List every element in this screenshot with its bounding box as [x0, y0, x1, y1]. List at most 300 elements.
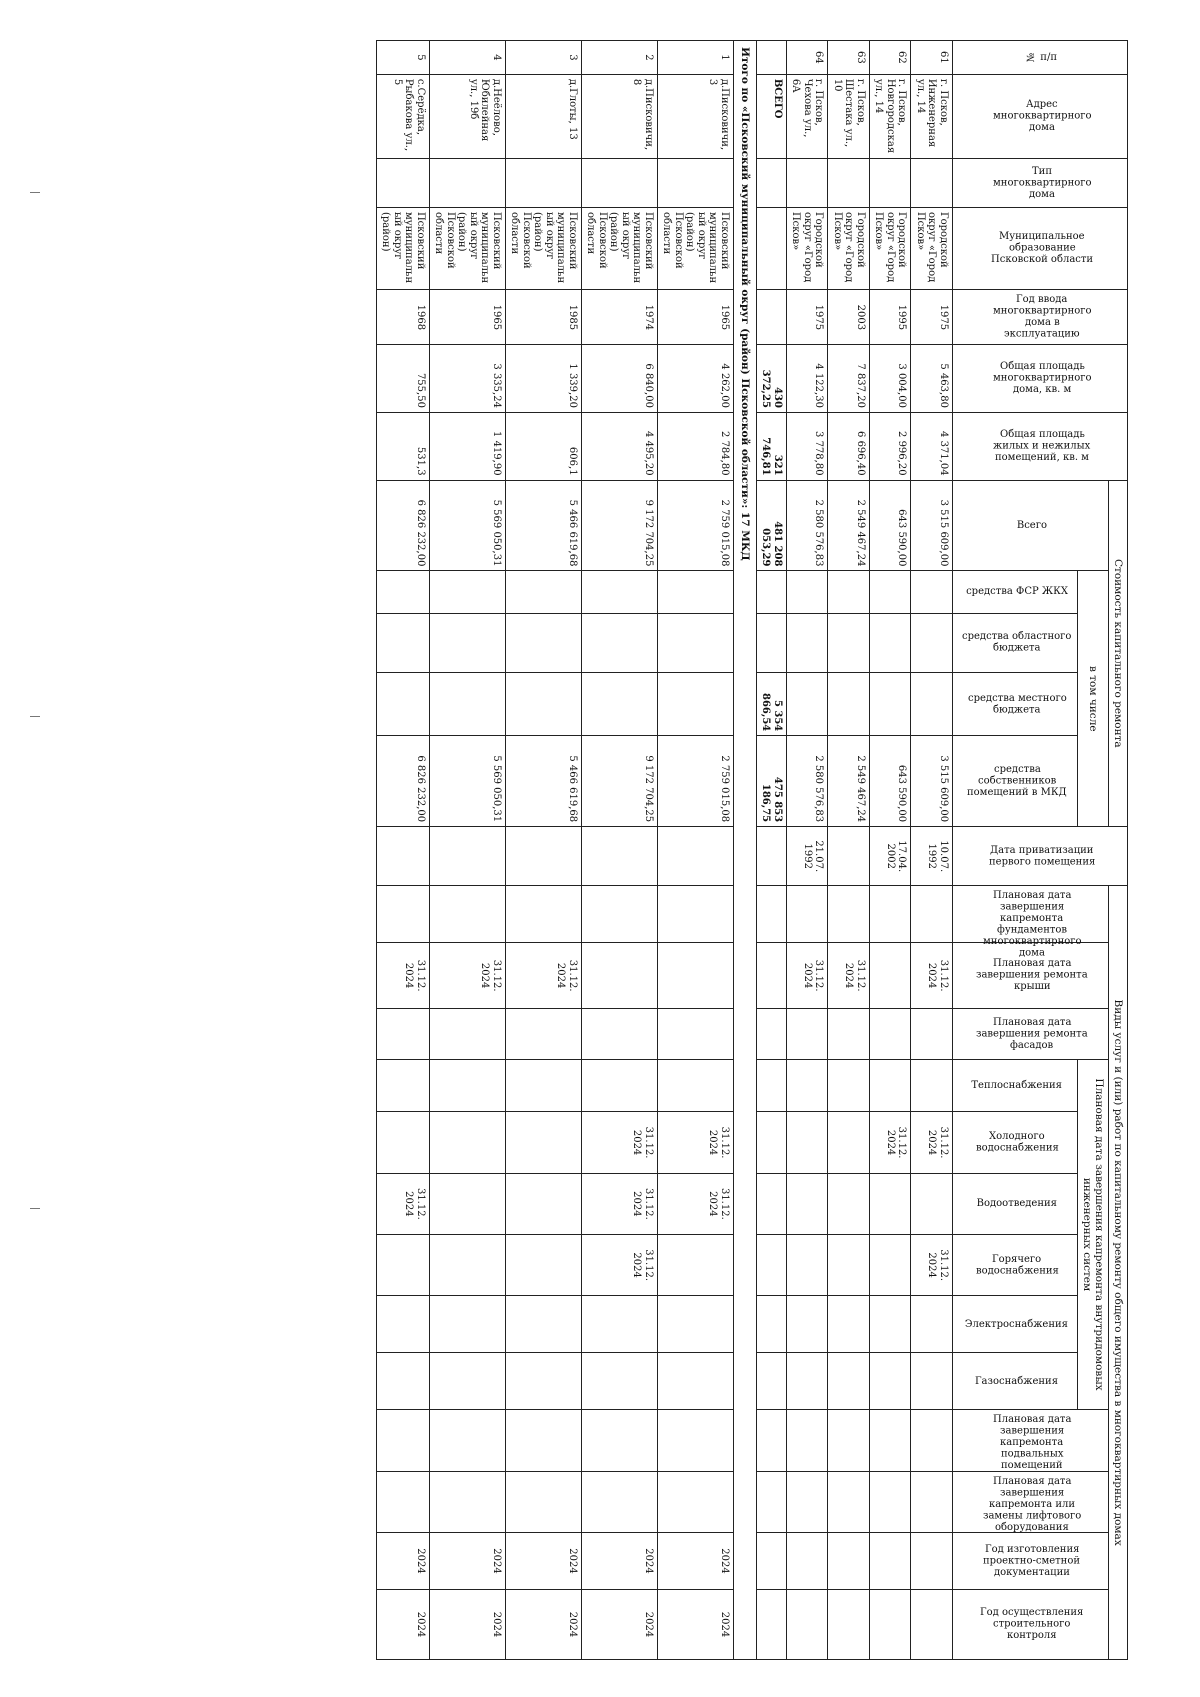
cell-privatization [657, 827, 733, 886]
cell-address: д.Глоты, 13 [505, 74, 581, 159]
cell-cost-owners: 2 549 467,24 [828, 736, 870, 827]
cell-design-docs: 2024 [376, 1532, 429, 1589]
works-group-header: Виды услуг и (или) работ по капитальному ремонту общего имущества в многоквартирных домах [1108, 886, 1127, 1660]
cell-cost-region [429, 613, 505, 672]
cell-roof: 31.12. 2024 [911, 943, 953, 1009]
cell-type [505, 159, 581, 208]
cell-design-docs [911, 1532, 953, 1589]
cell-address: с.Серёдка, Рыбакова ул., 5 [376, 74, 429, 159]
cell-electric [911, 1296, 953, 1353]
cell-year: 1965 [429, 290, 505, 345]
cell-cold-water [505, 1112, 581, 1173]
cell-municipality: Псковский муниципальный округ (район) Псковской области [657, 207, 733, 289]
cell-municipality: Псковский муниципальный округ (район) Псковской области [429, 207, 505, 289]
table-row [505, 41, 581, 1660]
col-cost-fund-header: средства ФСР ЖКХ [952, 571, 1077, 613]
cell-supervision: 2024 [376, 1590, 429, 1660]
total-living-area: 321 746,81 [756, 412, 786, 480]
cell-gas [828, 1353, 870, 1410]
cell-heat [869, 1059, 911, 1112]
cell-cost-owners: 2 580 576,83 [786, 736, 828, 827]
cell-design-docs [828, 1532, 870, 1589]
cell-cost-owners: 2 759 015,08 [657, 736, 733, 827]
cell-heat [429, 1059, 505, 1112]
cell-drainage [869, 1173, 911, 1234]
cell-electric [376, 1296, 429, 1353]
cell-facade [505, 1008, 581, 1059]
cell-no: 1 [657, 41, 733, 75]
cell-electric [505, 1296, 581, 1353]
cell-cost-total: 643 590,00 [869, 480, 911, 571]
table-row [376, 41, 429, 1660]
cell-design-docs: 2024 [657, 1532, 733, 1589]
cell-design-docs: 2024 [505, 1532, 581, 1589]
total-cost-total: 481 208 053,29 [756, 480, 786, 571]
cell-drainage [756, 1173, 786, 1234]
cell-electric [828, 1296, 870, 1353]
cell-type [786, 159, 828, 208]
cell-cost-local [828, 672, 870, 735]
cell-total-area: 1 339,20 [505, 345, 581, 413]
col-heat-header: Теплоснабжения [952, 1059, 1077, 1112]
cell-gas [429, 1353, 505, 1410]
cell-elevator [581, 1471, 657, 1532]
cell-no: 4 [429, 41, 505, 75]
cell-total-area: 755,50 [376, 345, 429, 413]
col-type-header: Тип многоквартирного дома [952, 159, 1127, 208]
cell-cost-region [911, 613, 953, 672]
cell-elevator [376, 1471, 429, 1532]
cell-total-area: 3 335,24 [429, 345, 505, 413]
cell-year: 2003 [828, 290, 870, 345]
cell-privatization: 21.07. 1992 [786, 827, 828, 886]
section-row [733, 41, 756, 1660]
cell-cost-region [581, 613, 657, 672]
cell-design-docs [756, 1532, 786, 1589]
cell-cost-fund [786, 571, 828, 613]
systems-subgroup-header: Плановая дата завершения капремонта внутридомовых инженерных систем [1077, 1059, 1108, 1410]
cell-gas [581, 1353, 657, 1410]
cell-cold-water: 31.12. 2024 [869, 1112, 911, 1173]
cell-cost-owners: 9 172 704,25 [581, 736, 657, 827]
cell-privatization [505, 827, 581, 886]
cell-cost-region [376, 613, 429, 672]
capital-repair-table [376, 40, 1128, 1660]
cell-cost-local [581, 672, 657, 735]
cell-privatization: 10.07. 1992 [911, 827, 953, 886]
cell-type [657, 159, 733, 208]
cell-cost-total: 3 515 609,00 [911, 480, 953, 571]
col-total-area-header: Общая площадь многоквартирного дома, кв. м [952, 345, 1127, 413]
header-row-1 [1108, 41, 1127, 1660]
cell-basement [429, 1410, 505, 1471]
cell-hot-water [828, 1235, 870, 1296]
cell-type [869, 159, 911, 208]
cell-facade [869, 1008, 911, 1059]
cell-cost-fund [505, 571, 581, 613]
cell-drainage [911, 1173, 953, 1234]
cell-living-area: 4 495,20 [581, 412, 657, 480]
total-total-area: 430 372,25 [756, 345, 786, 413]
cell-elevator [429, 1471, 505, 1532]
cell-cold-water [429, 1112, 505, 1173]
cell-supervision [756, 1590, 786, 1660]
cell-foundation [756, 886, 786, 943]
cell-foundation [505, 886, 581, 943]
cell-municipality: Городской округ «Город Псков» [869, 207, 911, 289]
cell-supervision [911, 1590, 953, 1660]
cell-basement [828, 1410, 870, 1471]
col-basement-header: Плановая дата завершения капремонта подвальных помещений [952, 1410, 1108, 1471]
cell-heat [657, 1059, 733, 1112]
cell-cost-fund [869, 571, 911, 613]
cell-supervision: 2024 [505, 1590, 581, 1660]
cell-cost-local [786, 672, 828, 735]
cell-roof [657, 943, 733, 1009]
cell-gas [505, 1353, 581, 1410]
cell-municipality: Псковский муниципальный округ (район) Псковской области [581, 207, 657, 289]
cell-type [756, 159, 786, 208]
cell-privatization [828, 827, 870, 886]
cell-no: 5 [376, 41, 429, 75]
cell-basement [911, 1410, 953, 1471]
cell-facade [657, 1008, 733, 1059]
cell-supervision: 2024 [581, 1590, 657, 1660]
cell-cost-total: 5 466 619,68 [505, 480, 581, 571]
cell-foundation [786, 886, 828, 943]
cell-cost-local [869, 672, 911, 735]
incl-subgroup-header: в том числе [1077, 571, 1108, 827]
cell-no: 63 [828, 41, 870, 75]
cell-cost-local [429, 672, 505, 735]
cell-cost-owners: 5 466 619,68 [505, 736, 581, 827]
cell-elevator [911, 1471, 953, 1532]
cell-living-area: 2 996,20 [869, 412, 911, 480]
col-drainage-header: Водоотведения [952, 1173, 1077, 1234]
cell-foundation [828, 886, 870, 943]
cell-supervision [786, 1590, 828, 1660]
cell-no: 62 [869, 41, 911, 75]
cell-roof: 31.12. 2024 [505, 943, 581, 1009]
cell-gas [786, 1353, 828, 1410]
cell-gas [657, 1353, 733, 1410]
cell-cost-region [657, 613, 733, 672]
cell-municipality [756, 207, 786, 289]
table-row [911, 41, 953, 1660]
cell-roof [869, 943, 911, 1009]
cell-foundation [581, 886, 657, 943]
cell-design-docs [786, 1532, 828, 1589]
cell-drainage: 31.12. 2024 [376, 1173, 429, 1234]
cell-year: 1995 [869, 290, 911, 345]
total-cost-local: 5 354 866,54 [756, 672, 786, 735]
col-living-area-header: Общая площадь жилых и нежилых помещений, кв. м [952, 412, 1127, 480]
cell-cost-fund [911, 571, 953, 613]
cell-total-area: 4 122,30 [786, 345, 828, 413]
table-row [581, 41, 657, 1660]
cell-facade [786, 1008, 828, 1059]
total-label: ВСЕГО [756, 74, 786, 159]
cell-address: г. Псков, Новгородская ул., 14 [869, 74, 911, 159]
cell-address: г. Псков, Шестака ул., 10 [828, 74, 870, 159]
cell-basement [505, 1410, 581, 1471]
cell-year: 1975 [786, 290, 828, 345]
cell-drainage [828, 1173, 870, 1234]
cell-cost-total: 2 759 015,08 [657, 480, 733, 571]
cell-type [828, 159, 870, 208]
cell-electric [657, 1296, 733, 1353]
cell-elevator [786, 1471, 828, 1532]
cell-foundation [657, 886, 733, 943]
cell-facade [429, 1008, 505, 1059]
cell-cost-fund [376, 571, 429, 613]
cell-design-docs [869, 1532, 911, 1589]
cell-heat [505, 1059, 581, 1112]
cell-elevator [869, 1471, 911, 1532]
cell-cost-fund [581, 571, 657, 613]
cell-basement [756, 1410, 786, 1471]
cell-address: д.Писковичи, 3 [657, 74, 733, 159]
cell-year: 1968 [376, 290, 429, 345]
cell-no: 2 [581, 41, 657, 75]
cell-type [429, 159, 505, 208]
col-elevator-header: Плановая дата завершения капремонта или замены лифтового оборудования [952, 1471, 1108, 1532]
cell-year: 1965 [657, 290, 733, 345]
col-cost-local-header: средства местного бюджета [952, 672, 1077, 735]
cell-no [756, 41, 786, 75]
cell-basement [786, 1410, 828, 1471]
cell-drainage [429, 1173, 505, 1234]
cell-cost-local [657, 672, 733, 735]
cell-municipality: Городской округ «Город Псков» [828, 207, 870, 289]
table-row [786, 41, 828, 1660]
cell-year [756, 290, 786, 345]
cell-heat [756, 1059, 786, 1112]
cell-drainage [505, 1173, 581, 1234]
cell-hot-water [756, 1235, 786, 1296]
col-roof-header: Плановая дата завершения ремонта крыши [952, 943, 1108, 1009]
cell-drainage: 31.12. 2024 [581, 1173, 657, 1234]
cell-living-area: 606,1 [505, 412, 581, 480]
cell-roof: 31.12. 2024 [786, 943, 828, 1009]
cell-cost-total: 2 549 467,24 [828, 480, 870, 571]
cell-type [911, 159, 953, 208]
cell-municipality: Городской округ «Город Псков» [786, 207, 828, 289]
cell-drainage [786, 1173, 828, 1234]
cell-heat [911, 1059, 953, 1112]
cell-hot-water [657, 1235, 733, 1296]
cell-cost-local [911, 672, 953, 735]
cell-year: 1975 [911, 290, 953, 345]
cell-foundation [376, 886, 429, 943]
cell-basement [376, 1410, 429, 1471]
cell-cold-water [756, 1112, 786, 1173]
cell-hot-water [786, 1235, 828, 1296]
cell-cost-region [786, 613, 828, 672]
col-foundation-header: Плановая дата завершения капремонта фундаментов многоквартирного дома [952, 886, 1108, 943]
col-municipality-header: Муниципальное образование Псковской области [952, 207, 1127, 289]
cell-elevator [756, 1471, 786, 1532]
cell-cost-total: 6 826 232,00 [376, 480, 429, 571]
cell-supervision [869, 1590, 911, 1660]
cell-elevator [505, 1471, 581, 1532]
cell-privatization [376, 827, 429, 886]
cell-total-area: 5 463,80 [911, 345, 953, 413]
cell-type [581, 159, 657, 208]
cell-cost-fund [828, 571, 870, 613]
cell-type [376, 159, 429, 208]
cell-no: 61 [911, 41, 953, 75]
cell-cost-total: 2 580 576,83 [786, 480, 828, 571]
cell-electric [581, 1296, 657, 1353]
cell-living-area: 2 784,80 [657, 412, 733, 480]
col-cost-region-header: средства областного бюджета [952, 613, 1077, 672]
cell-elevator [657, 1471, 733, 1532]
cell-heat [376, 1059, 429, 1112]
cell-cost-fund [756, 571, 786, 613]
cell-cost-fund [429, 571, 505, 613]
cell-cost-total: 9 172 704,25 [581, 480, 657, 571]
cell-cost-region [828, 613, 870, 672]
total-row [756, 41, 786, 1660]
cell-hot-water [869, 1235, 911, 1296]
col-facade-header: Плановая дата завершения ремонта фасадов [952, 1008, 1108, 1059]
cell-heat [786, 1059, 828, 1112]
cell-year: 1974 [581, 290, 657, 345]
cell-cost-region [756, 613, 786, 672]
cell-cost-local [505, 672, 581, 735]
cell-drainage: 31.12. 2024 [657, 1173, 733, 1234]
cell-address: г. Псков, Чехова ул., 6А [786, 74, 828, 159]
col-supervision-header: Год осуществления строительного контроля [952, 1590, 1108, 1660]
cell-cold-water: 31.12. 2024 [657, 1112, 733, 1173]
cell-municipality: Псковский муниципальный округ (район) [376, 207, 429, 289]
cell-supervision: 2024 [429, 1590, 505, 1660]
cell-gas [911, 1353, 953, 1410]
cell-cost-region [505, 613, 581, 672]
cell-cost-owners: 5 569 050,31 [429, 736, 505, 827]
cell-privatization [429, 827, 505, 886]
cell-roof [756, 943, 786, 1009]
cell-total-area: 3 004,00 [869, 345, 911, 413]
cell-year: 1985 [505, 290, 581, 345]
cell-cost-local [376, 672, 429, 735]
cell-gas [376, 1353, 429, 1410]
col-no-header: № п/п [952, 41, 1127, 75]
cell-hot-water [505, 1235, 581, 1296]
cell-no: 64 [786, 41, 828, 75]
cell-privatization [581, 827, 657, 886]
cell-cold-water [786, 1112, 828, 1173]
col-cost-owners-header: средства собственников помещений в МКД [952, 736, 1077, 827]
cell-cost-owners: 643 590,00 [869, 736, 911, 827]
cell-living-area: 4 371,04 [911, 412, 953, 480]
cell-roof: 31.12. 2024 [376, 943, 429, 1009]
cell-municipality: Псковский муниципальный округ (район) Псковской области [505, 207, 581, 289]
cell-address: г. Псков, Инженерная ул., 14 [911, 74, 953, 159]
cell-living-area: 1 419,90 [429, 412, 505, 480]
col-cold-water-header: Холодного водоснабжения [952, 1112, 1077, 1173]
cell-supervision [828, 1590, 870, 1660]
col-gas-header: Газоснабжения [952, 1353, 1077, 1410]
cell-roof: 31.12. 2024 [429, 943, 505, 1009]
cell-municipality: Городской округ «Город Псков» [911, 207, 953, 289]
cell-total-area: 6 840,00 [581, 345, 657, 413]
table-row [828, 41, 870, 1660]
table-row [429, 41, 505, 1660]
cell-hot-water [376, 1235, 429, 1296]
cell-hot-water: 31.12. 2024 [581, 1235, 657, 1296]
cell-facade [376, 1008, 429, 1059]
col-privatization-header: Дата приватизации первого помещения [952, 827, 1127, 886]
col-design-docs-header: Год изготовления проектно-сметной документации [952, 1532, 1108, 1589]
table-row [657, 41, 733, 1660]
cell-cold-water: 31.12. 2024 [581, 1112, 657, 1173]
cell-heat [828, 1059, 870, 1112]
cell-basement [657, 1410, 733, 1471]
cell-gas [869, 1353, 911, 1410]
cell-cost-total: 5 569 050,31 [429, 480, 505, 571]
cell-roof: 31.12. 2024 [828, 943, 870, 1009]
cell-cost-fund [657, 571, 733, 613]
cell-address: д.Писковичи, 8 [581, 74, 657, 159]
cell-basement [581, 1410, 657, 1471]
cell-living-area: 6 696,40 [828, 412, 870, 480]
cell-facade [911, 1008, 953, 1059]
cell-roof [581, 943, 657, 1009]
cell-cost-owners: 3 515 609,00 [911, 736, 953, 827]
cell-address: д.Неёлово, Юбилейная ул., 19б [429, 74, 505, 159]
cell-foundation [911, 886, 953, 943]
cell-foundation [429, 886, 505, 943]
cell-living-area: 3 778,80 [786, 412, 828, 480]
cell-electric [756, 1296, 786, 1353]
col-electric-header: Электроснабжения [952, 1296, 1077, 1353]
cell-supervision: 2024 [657, 1590, 733, 1660]
cell-cold-water: 31.12. 2024 [911, 1112, 953, 1173]
cell-privatization [756, 827, 786, 886]
cell-total-area: 7 837,20 [828, 345, 870, 413]
cell-cost-owners: 6 826 232,00 [376, 736, 429, 827]
cost-group-header: Стоимость капитального ремонта [1108, 480, 1127, 827]
cell-facade [581, 1008, 657, 1059]
cell-heat [581, 1059, 657, 1112]
cell-design-docs: 2024 [581, 1532, 657, 1589]
cell-electric [869, 1296, 911, 1353]
cell-hot-water: 31.12. 2024 [911, 1235, 953, 1296]
total-cost-owners: 475 853 186,75 [756, 736, 786, 827]
cell-electric [786, 1296, 828, 1353]
col-address-header: Адрес многоквартирного дома [952, 74, 1127, 159]
table-row [869, 41, 911, 1660]
cell-no: 3 [505, 41, 581, 75]
cell-hot-water [429, 1235, 505, 1296]
cell-cold-water [376, 1112, 429, 1173]
cell-design-docs: 2024 [429, 1532, 505, 1589]
cell-facade [828, 1008, 870, 1059]
col-hot-water-header: Горячего водоснабжения [952, 1235, 1077, 1296]
cell-total-area: 4 262,00 [657, 345, 733, 413]
cell-facade [756, 1008, 786, 1059]
col-year-header: Год ввода многоквартирного дома в эксплуатацию [952, 290, 1127, 345]
cell-living-area: 531,3 [376, 412, 429, 480]
cell-cost-region [869, 613, 911, 672]
cell-privatization: 17.04. 2002 [869, 827, 911, 886]
cell-gas [756, 1353, 786, 1410]
cell-foundation [869, 886, 911, 943]
cell-elevator [828, 1471, 870, 1532]
col-cost-total-header: Всего [952, 480, 1108, 571]
